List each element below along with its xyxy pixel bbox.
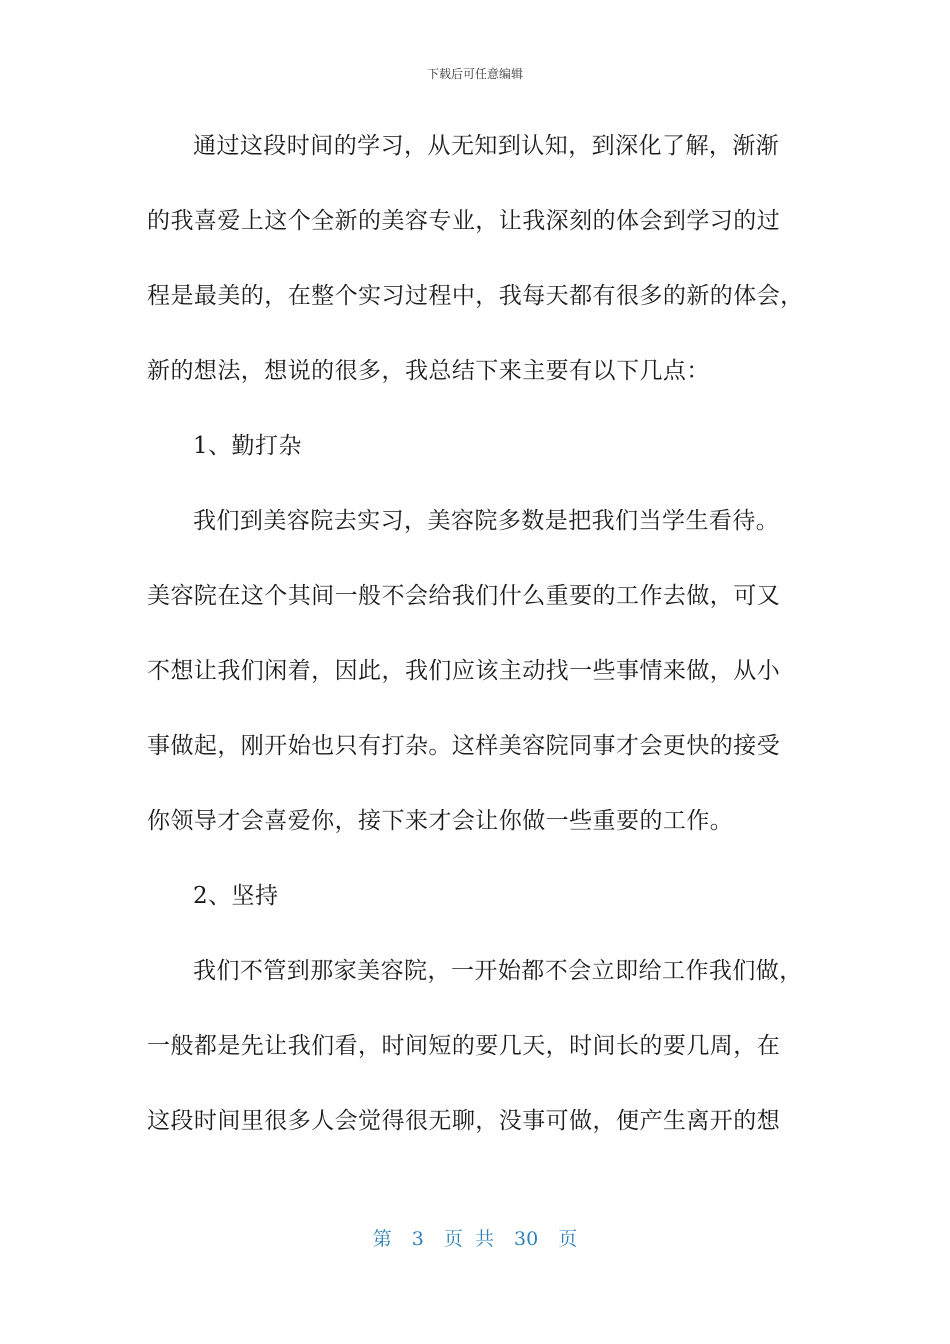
paragraph-line: 美容院在这个其间一般不会给我们什么重要的工作去做，可又	[147, 583, 781, 609]
paragraph-line: 你领导才会喜爱你，接下来才会让你做一些重要的工作。	[147, 808, 734, 834]
paragraph-line: 事做起，刚开始也只有打杂。这样美容院同事才会更快的接受	[147, 733, 781, 759]
total-page-count: 30	[514, 1228, 539, 1250]
paragraph-line: 我们不管到那家美容院，一开始都不会立即给工作我们做，	[193, 958, 803, 984]
paragraph-line: 通过这段时间的学习，从无知到认知，到深化了解，渐渐	[193, 133, 780, 159]
paragraph-line: 一般都是先让我们看，时间短的要几天，时间长的要几周，在	[147, 1033, 781, 1059]
footer-middle: 页 共	[443, 1228, 494, 1250]
section-heading: 2、坚持	[193, 883, 279, 909]
paragraph-line: 这段时间里很多人会觉得很无聊，没事可做，便产生离开的想	[147, 1108, 781, 1134]
page-number-footer	[0, 1226, 950, 1252]
paragraph-line: 不想让我们闲着，因此，我们应该主动找一些事情来做，从小	[147, 658, 781, 684]
current-page-number: 3	[411, 1228, 424, 1250]
paragraph-line: 的我喜爱上这个全新的美容专业，让我深刻的体会到学习的过	[147, 208, 781, 234]
footer-suffix: 页	[558, 1228, 578, 1250]
document-body	[147, 124, 807, 1174]
paragraph-line: 程是最美的，在整个实习过程中，我每天都有很多的新的体会，	[147, 283, 804, 309]
paragraph-line: 我们到美容院去实习，美容院多数是把我们当学生看待。	[193, 508, 780, 534]
footer-prefix: 第	[372, 1228, 392, 1250]
paragraph-line: 新的想法，想说的很多，我总结下来主要有以下几点：	[147, 358, 710, 384]
page-header-note: 下载后可任意编辑	[426, 67, 523, 81]
section-heading: 1、勤打杂	[193, 433, 302, 459]
